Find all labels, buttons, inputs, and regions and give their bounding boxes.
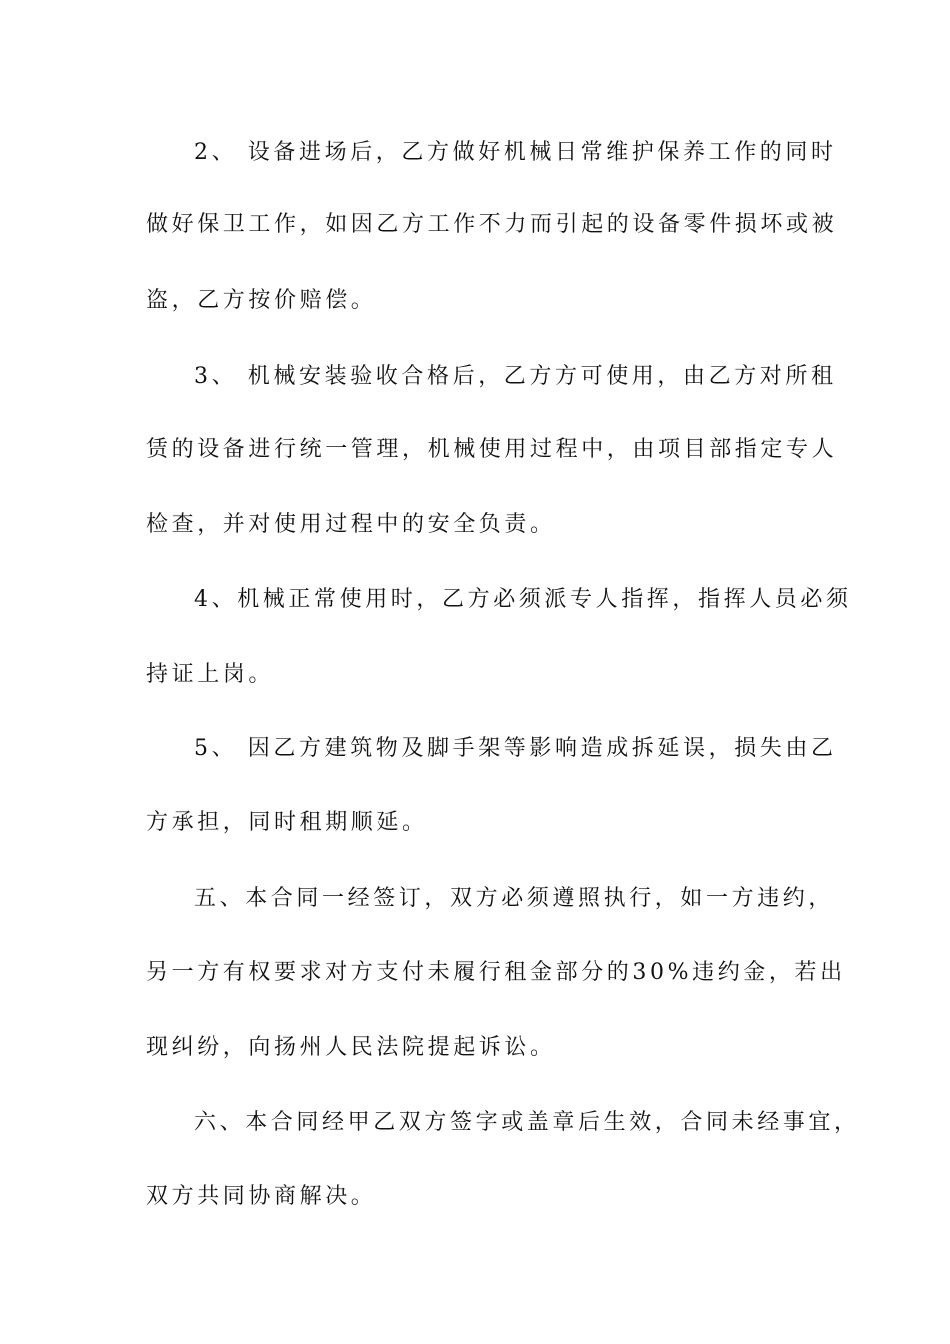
section-6-line-2: 双方共同协商解决。 <box>146 1184 377 1209</box>
clause-5-line-1: 5、 因乙方建筑物及脚手架等影响造成拆延误，损失由乙 <box>194 736 837 761</box>
clause-4-line-1: 4、机械正常使用时，乙方必须派专人指挥，指挥人员必须 <box>194 587 852 612</box>
clause-2-line-2: 做好保卫工作，如因乙方工作不力而引起的设备零件损坏或被 <box>146 212 838 237</box>
clause-5-line-2: 方承担，同时租期顺延。 <box>146 810 428 835</box>
clause-2-line-3: 盗，乙方按价赔偿。 <box>146 288 377 313</box>
section-5-line-3: 现纠纷，向扬州人民法院提起诉讼。 <box>146 1035 556 1060</box>
clause-2-line-1: 2、 设备进场后，乙方做好机械日常维护保养工作的同时 <box>194 140 837 165</box>
clause-3-line-3: 检查，并对使用过程中的安全负责。 <box>146 512 556 537</box>
clause-3-line-2: 赁的设备进行统一管理，机械使用过程中，由项目部指定专人 <box>146 437 838 462</box>
clause-4-line-2: 持证上岗。 <box>146 662 275 687</box>
clause-3-line-1: 3、 机械安装验收合格后，乙方方可使用，由乙方对所租 <box>194 364 837 389</box>
section-6-line-1: 六、本合同经甲乙双方签字或盖章后生效，合同未经事宜， <box>194 1110 860 1135</box>
section-5-line-2: 另一方有权要求对方支付未履行租金部分的30%违约金，若出 <box>146 960 846 985</box>
section-5-line-1: 五、本合同一经签订，双方必须遵照执行，如一方违约， <box>194 886 835 911</box>
